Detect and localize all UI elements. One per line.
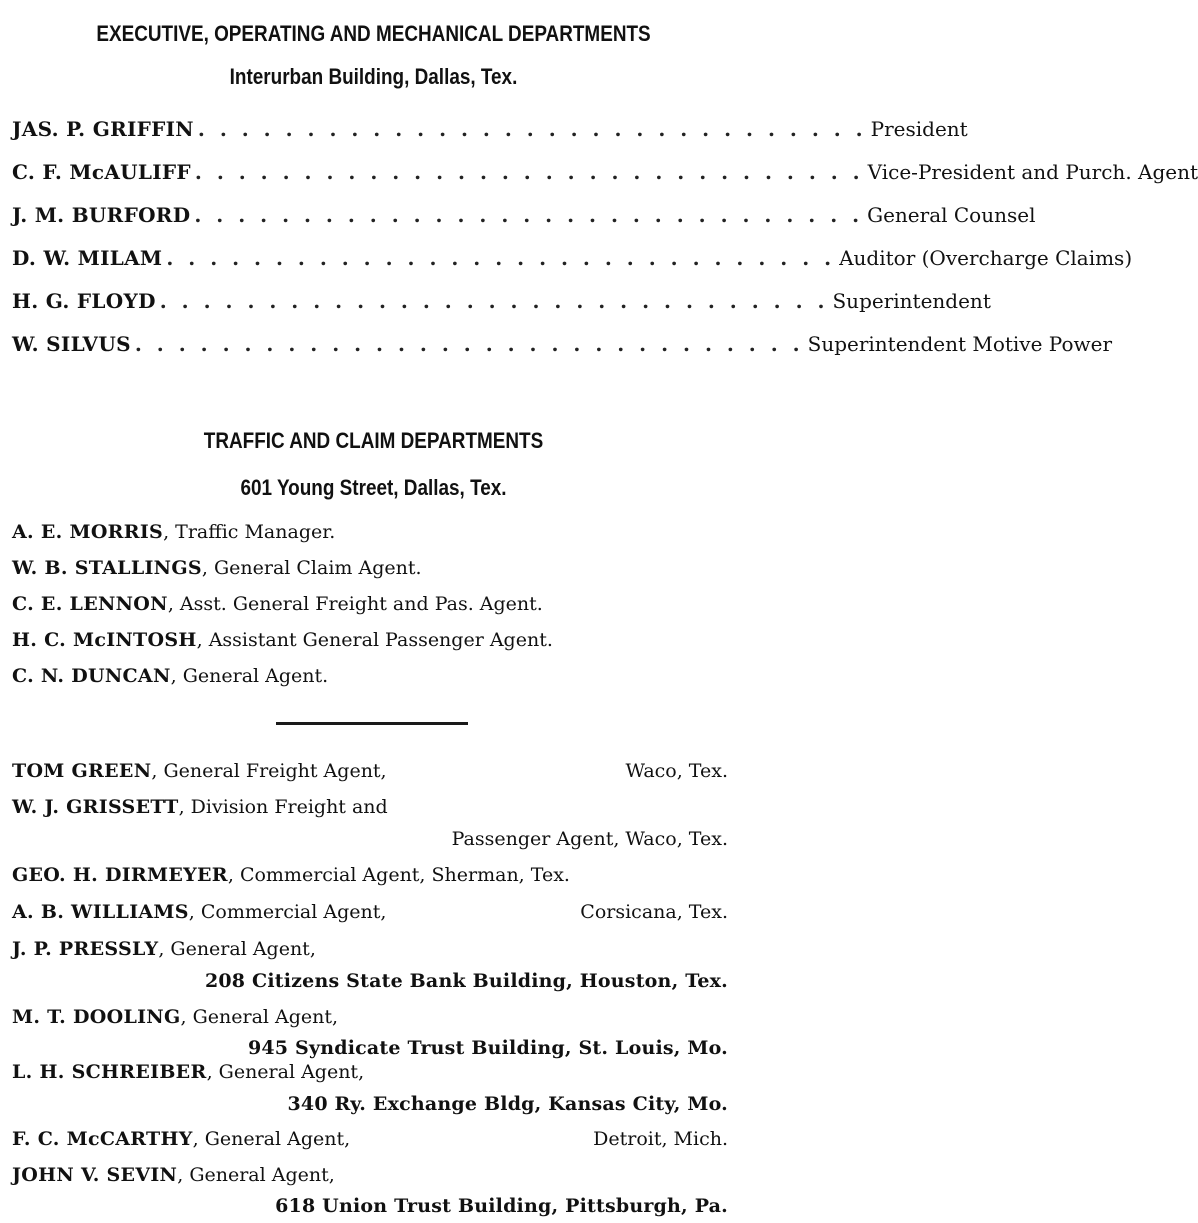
officer-name: H. C. McINTOSH bbox=[12, 629, 197, 651]
agent-location: Detroit, Mich. bbox=[593, 1128, 728, 1150]
officer-row bbox=[12, 160, 1198, 184]
agent-location: Passenger Agent, Waco, Tex. bbox=[451, 828, 728, 850]
section-divider bbox=[276, 722, 468, 725]
officer-name: D. W. MILAM bbox=[12, 246, 163, 270]
agent-entry bbox=[12, 1061, 364, 1083]
agent-title: , General Agent, bbox=[177, 1164, 335, 1186]
officer-row bbox=[12, 117, 968, 141]
traffic-officer bbox=[12, 665, 328, 687]
agent-entry bbox=[12, 1128, 350, 1150]
agent-name: J. P. PRESSLY bbox=[12, 938, 159, 960]
agent-entry bbox=[12, 760, 387, 782]
officer-name: H. G. FLOYD bbox=[12, 289, 156, 313]
traffic-officer bbox=[12, 593, 543, 615]
agent-entry bbox=[12, 796, 388, 818]
officer-title: , Assistant General Passenger Agent. bbox=[196, 629, 553, 651]
agent-address: 945 Syndicate Trust Building, St. Louis, Mo. bbox=[247, 1037, 728, 1059]
traffic-officer bbox=[12, 557, 422, 579]
dot-leader: . . . . . . . . . . . . . . . . . . . . . . . . . . . . . . . bbox=[194, 203, 864, 227]
traffic-heading: TRAFFIC AND CLAIM DEPARTMENTS bbox=[203, 428, 544, 453]
agent-name: TOM GREEN bbox=[12, 760, 152, 782]
agent-title: , General Agent, bbox=[180, 1006, 339, 1028]
dot-leader: . . . . . . . . . . . . . . . . . . . . . . . . . . . . . . . bbox=[159, 289, 829, 313]
officer-title: , Asst. General Freight and Pas. Agent. bbox=[167, 593, 543, 615]
officer-name: W. B. STALLINGS bbox=[12, 557, 202, 579]
officer-row bbox=[12, 203, 1036, 227]
officer-name: C. F. McAULIFF bbox=[12, 160, 191, 184]
officer-name: C. E. LENNON bbox=[12, 593, 168, 615]
agent-location: Corsicana, Tex. bbox=[580, 901, 728, 923]
officer-title: General Counsel bbox=[867, 203, 1036, 227]
officer-title: , General Claim Agent. bbox=[201, 557, 422, 579]
agent-address: 618 Union Trust Building, Pittsburgh, Pa. bbox=[275, 1195, 728, 1217]
agent-entry bbox=[12, 901, 386, 923]
officer-row bbox=[12, 332, 1112, 356]
agent-name: L. H. SCHREIBER bbox=[12, 1061, 207, 1083]
officer-row bbox=[12, 246, 1133, 270]
officer-row bbox=[12, 289, 991, 313]
agent-title: , General Agent, bbox=[206, 1061, 365, 1083]
agent-location: Waco, Tex. bbox=[625, 760, 728, 782]
agent-name: W. J. GRISSETT bbox=[12, 796, 179, 818]
agent-title: , Division Freight and bbox=[178, 796, 388, 818]
agent-name: A. B. WILLIAMS bbox=[12, 901, 189, 923]
dot-leader: . . . . . . . . . . . . . . . . . . . . . . . . . . . . . . . bbox=[197, 117, 867, 141]
officer-name: C. N. DUNCAN bbox=[12, 665, 171, 687]
dot-leader: . . . . . . . . . . . . . . . . . . . . . . . . . . . . . . . bbox=[134, 332, 804, 356]
agent-name: JOHN V. SEVIN bbox=[12, 1164, 178, 1186]
agent-entry bbox=[12, 864, 570, 886]
traffic-officer bbox=[12, 629, 553, 651]
executive-heading: EXECUTIVE, OPERATING AND MECHANICAL DEPARTMENTS bbox=[96, 21, 651, 46]
agent-name: GEO. H. DIRMEYER bbox=[12, 864, 228, 886]
agent-title: , General Freight Agent, bbox=[151, 760, 387, 782]
agent-address: 208 Citizens State Bank Building, Houston, Tex. bbox=[204, 970, 728, 992]
agent-title: , Commercial Agent, bbox=[188, 901, 387, 923]
dot-leader: . . . . . . . . . . . . . . . . . . . . . . . . . . . . . . . bbox=[194, 160, 864, 184]
agent-title: , General Agent, bbox=[158, 938, 316, 960]
officer-title: Auditor (Overcharge Claims) bbox=[839, 246, 1133, 270]
officer-title: , General Agent. bbox=[170, 665, 329, 687]
agent-title: , General Agent, bbox=[192, 1128, 351, 1150]
officer-name: W. SILVUS bbox=[12, 332, 131, 356]
traffic-address: 601 Young Street, Dallas, Tex. bbox=[240, 475, 507, 500]
agent-name: M. T. DOOLING bbox=[12, 1006, 181, 1028]
officer-name: JAS. P. GRIFFIN bbox=[12, 117, 194, 141]
agent-entry bbox=[12, 938, 316, 960]
executive-address: Interurban Building, Dallas, Tex. bbox=[229, 64, 518, 89]
officer-title: Superintendent bbox=[832, 289, 991, 313]
officer-name: A. E. MORRIS bbox=[12, 521, 164, 543]
officer-title: , Traffic Manager. bbox=[163, 521, 336, 543]
agent-entry bbox=[12, 1164, 335, 1186]
officer-title: Vice-President and Purch. Agent bbox=[867, 160, 1198, 184]
officer-title: President bbox=[870, 117, 968, 141]
dot-leader: . . . . . . . . . . . . . . . . . . . . . . . . . . . . . . . bbox=[166, 246, 836, 270]
agent-entry bbox=[12, 1006, 338, 1028]
officer-name: J. M. BURFORD bbox=[12, 203, 191, 227]
officer-title: Superintendent Motive Power bbox=[807, 332, 1112, 356]
agent-name: F. C. McCARTHY bbox=[12, 1128, 193, 1150]
agent-address: 340 Ry. Exchange Bldg, Kansas City, Mo. bbox=[287, 1093, 728, 1115]
agent-title: , Commercial Agent, Sherman, Tex. bbox=[227, 864, 570, 886]
traffic-officer bbox=[12, 521, 335, 543]
